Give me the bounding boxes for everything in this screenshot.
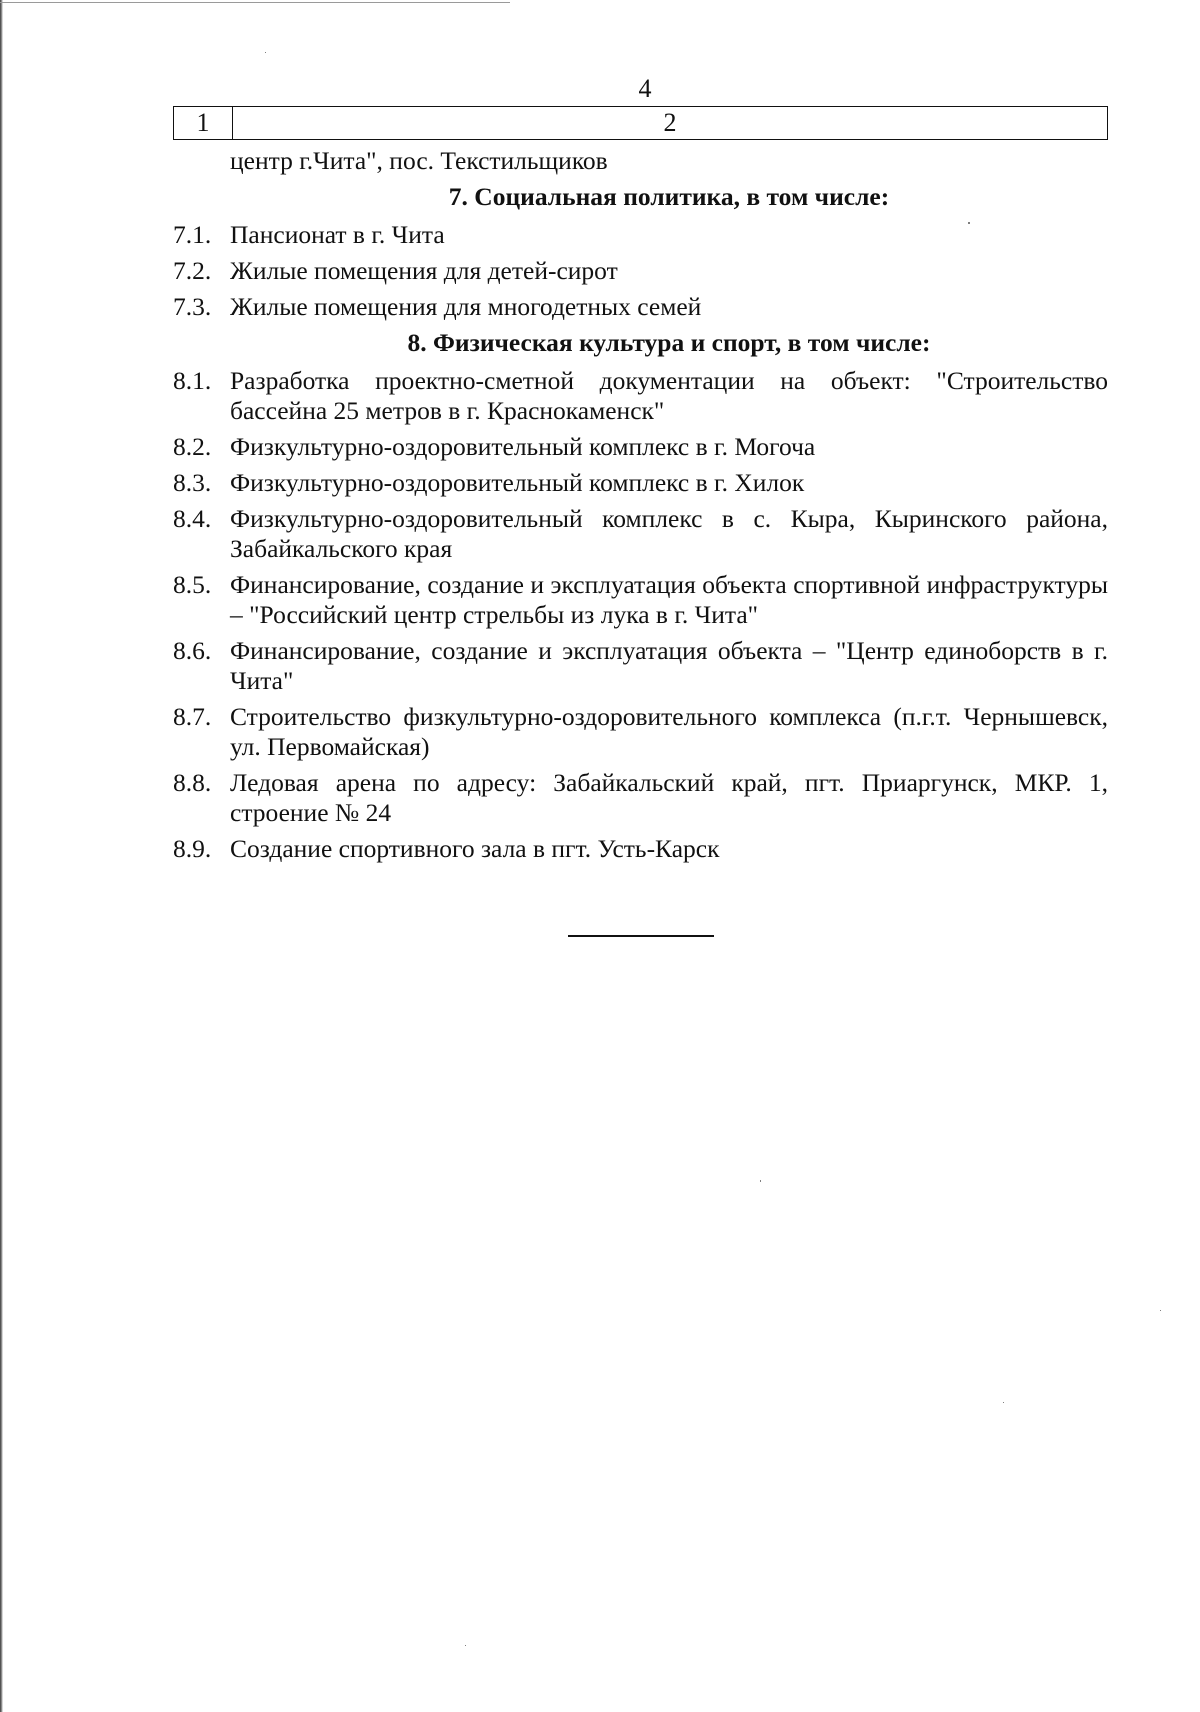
item-text: Ледовая арена по адресу: Забайкальский край, пгт. Приаргунск, МКР. 1, строение № 24 (230, 768, 1108, 827)
table-header-col-2: 2 (663, 108, 677, 137)
list-item (173, 256, 1108, 286)
list-item (173, 702, 1108, 762)
end-of-document-rule (568, 935, 714, 937)
list-item (173, 292, 1108, 322)
document-body (173, 146, 1108, 870)
scan-speck (265, 52, 266, 53)
scan-edge (0, 0, 3, 1712)
item-text: Строительство физкультурно-оздоровительного комплекса (п.г.т. Чернышевск, ул. Первомайская) (230, 702, 1108, 761)
item-number: 7.3. (173, 292, 212, 321)
item-number: 8.3. (173, 468, 212, 497)
item-text: Жилые помещения для многодетных семей (230, 292, 702, 321)
section-heading: 8. Физическая культура и спорт, в том числе: (407, 328, 931, 357)
item-number: 8.4. (173, 504, 212, 533)
table-header-row (173, 106, 1108, 140)
list-item (173, 504, 1108, 564)
list-item (173, 432, 1108, 462)
list-item (173, 834, 1108, 864)
item-text: Физкультурно-оздоровительный комплекс в с. Кыра, Кыринского района, Забайкальского края (230, 504, 1108, 563)
page-number: 4 (638, 74, 652, 103)
item-text: Разработка проектно-сметной документации на объект: "Строительство бассейна 25 метров в г. Краснокаменск" (230, 366, 1108, 425)
list-item (173, 366, 1108, 426)
item-number: 8.6. (173, 636, 212, 665)
item-number: 8.9. (173, 834, 212, 863)
list-item (173, 768, 1108, 828)
list-item (173, 636, 1108, 696)
item-number: 7.2. (173, 256, 212, 285)
item-number: 8.5. (173, 570, 212, 599)
list-item (173, 220, 1108, 250)
item-text: Финансирование, создание и эксплуатация объекта – "Центр единоборств в г. Чита" (230, 636, 1108, 695)
item-text: Жилые помещения для детей-сирот (230, 256, 618, 285)
scan-top-line (0, 2, 510, 3)
item-text: Финансирование, создание и эксплуатация объекта спортивной инфраструктуры – "Российский центр стрельбы из лука в г. Чита" (230, 570, 1108, 629)
list-item (173, 570, 1108, 630)
item-number: 7.1. (173, 220, 212, 249)
table-header-col-1: 1 (174, 107, 233, 139)
item-text: Физкультурно-оздоровительный комплекс в г. Хилок (230, 468, 805, 497)
item-number: 8.7. (173, 702, 212, 731)
list-item (173, 468, 1108, 498)
item-number: 8.2. (173, 432, 212, 461)
scan-speck (760, 1180, 761, 1182)
item-text: Создание спортивного зала в пгт. Усть-Карск (230, 834, 720, 863)
scan-speck (1003, 1402, 1004, 1403)
item-number: 8.8. (173, 768, 212, 797)
item-number: 8.1. (173, 366, 212, 395)
item-text: Пансионат в г. Чита (230, 220, 445, 249)
item-text: Физкультурно-оздоровительный комплекс в г. Могоча (230, 432, 816, 461)
continuation-line: центр г.Чита", пос. Текстильщиков (230, 146, 608, 175)
section-heading: 7. Социальная политика, в том числе: (448, 182, 890, 211)
scan-speck (465, 1645, 466, 1646)
scan-speck (1160, 1310, 1161, 1311)
